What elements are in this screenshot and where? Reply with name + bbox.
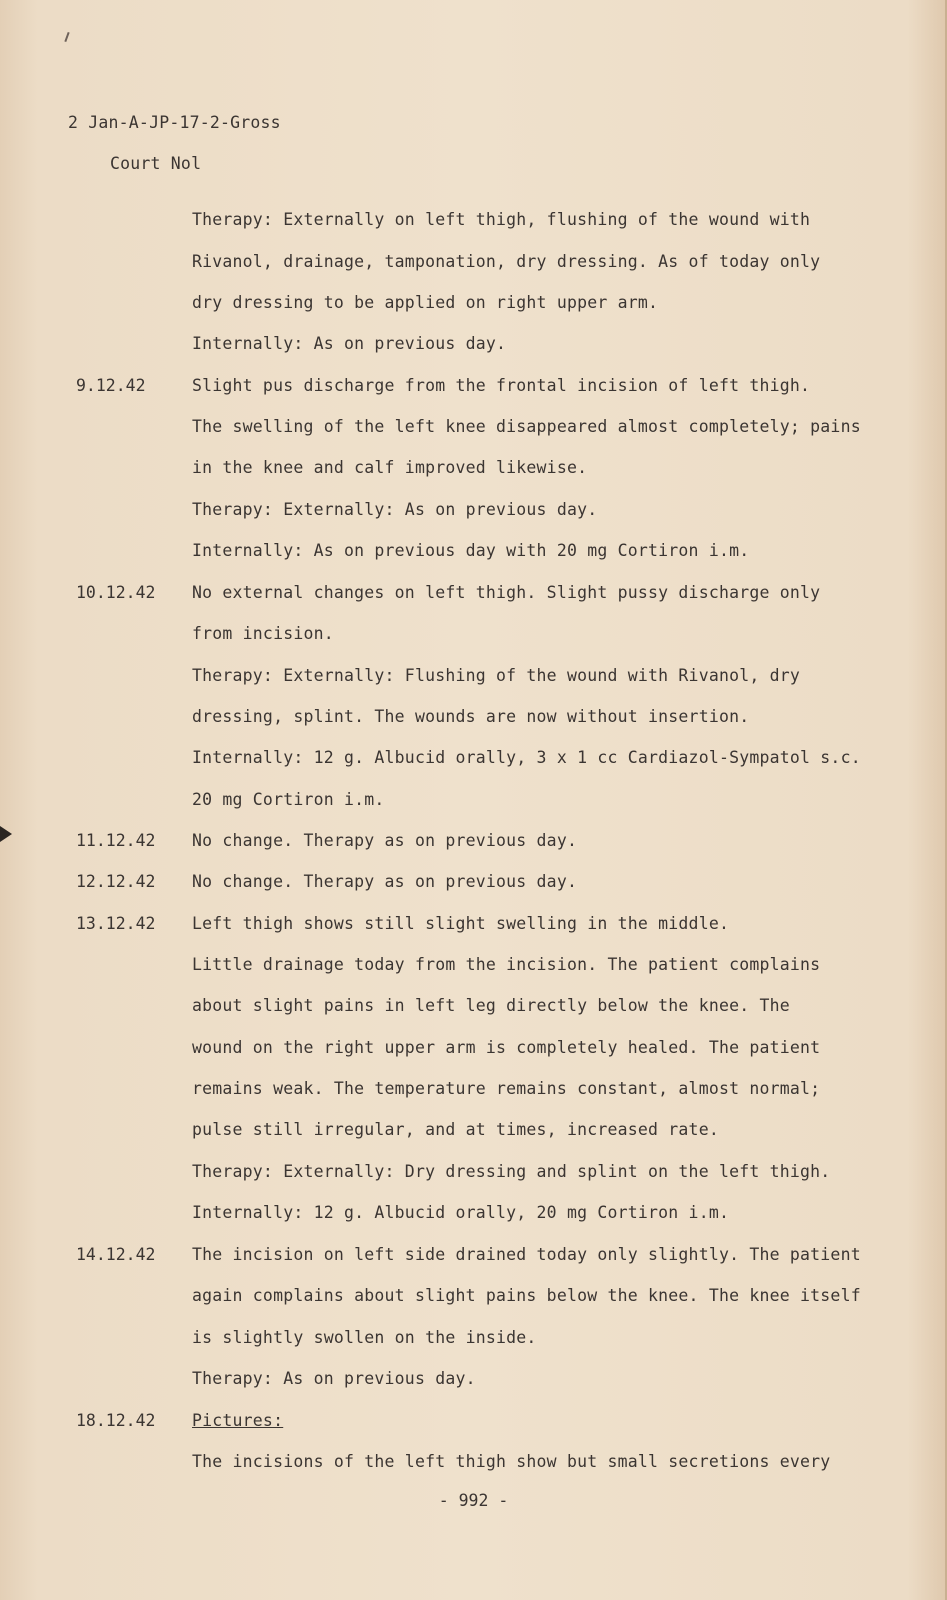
entry-line: Slight pus discharge from the frontal incision of left thigh. — [192, 376, 811, 395]
entry-date: 14.12.42 — [76, 1245, 156, 1264]
entry-line: The incision on left side drained today only slightly. The patient — [192, 1245, 861, 1264]
entry-line: is slightly swollen on the inside. — [192, 1328, 537, 1347]
entry-line: Rivanol, drainage, tamponation, dry dressing. As of today only — [192, 252, 821, 271]
entry-date: 12.12.42 — [76, 872, 156, 891]
entry-line: Little drainage today from the incision. The patient complains — [192, 955, 821, 974]
entry-line: Internally: As on previous day with 20 mg Cortiron i.m. — [192, 541, 750, 560]
entry-line: Therapy: Externally: Dry dressing and splint on the left thigh. — [192, 1162, 831, 1181]
entry-line: pulse still irregular, and at times, increased rate. — [192, 1120, 719, 1139]
entry-date: 10.12.42 — [76, 583, 156, 602]
entry-line: 20 mg Cortiron i.m. — [192, 790, 385, 809]
entry-line: Therapy: Externally: As on previous day. — [192, 500, 598, 519]
entry-line: again complains about slight pains below the knee. The knee itself — [192, 1286, 861, 1305]
entry-line: Internally: 12 g. Albucid orally, 20 mg Cortiron i.m. — [192, 1203, 730, 1222]
entry-line: The incisions of the left thigh show but small secretions every — [192, 1452, 831, 1471]
entry-line: No change. Therapy as on previous day. — [192, 831, 578, 850]
entry-line: Internally: 12 g. Albucid orally, 3 x 1 cc Cardiazol-Sympatol s.c. — [192, 748, 861, 767]
entry-date: 18.12.42 — [76, 1411, 156, 1430]
entry-line: dressing, splint. The wounds are now without insertion. — [192, 707, 750, 726]
entry-line: No change. Therapy as on previous day. — [192, 872, 578, 891]
page-number: - 992 - — [438, 1491, 509, 1510]
entry-line: wound on the right upper arm is completely healed. The patient — [192, 1038, 821, 1057]
entry-line: Therapy: As on previous day. — [192, 1369, 476, 1388]
entry-line: in the knee and calf improved likewise. — [192, 458, 588, 477]
entry-date: 13.12.42 — [76, 914, 156, 933]
pictures-heading: Pictures: — [192, 1411, 284, 1430]
paper-mark — [64, 32, 69, 42]
entry-line: Left thigh shows still slight swelling in the middle. — [192, 914, 730, 933]
entry-line: Therapy: Externally: Flushing of the wound with Rivanol, dry — [192, 666, 801, 685]
entry-date: 11.12.42 — [76, 831, 156, 850]
entry-line: No external changes on left thigh. Slight pussy discharge only — [192, 583, 821, 602]
document-header: 2 Jan-A-JP-17-2-Gross — [68, 113, 281, 132]
entry-line: Internally: As on previous day. — [192, 334, 507, 353]
entry-line: Therapy: Externally on left thigh, flushing of the wound with — [192, 210, 811, 229]
entry-line: The swelling of the left knee disappeared almost completely; pains — [192, 417, 861, 436]
entry-line: dry dressing to be applied on right upper arm. — [192, 293, 659, 312]
entry-line: remains weak. The temperature remains constant, almost normal; — [192, 1079, 821, 1098]
court-label: Court Nol — [110, 154, 202, 173]
entry-line: from incision. — [192, 624, 334, 643]
margin-arrow-mark — [0, 826, 12, 842]
entry-line: about slight pains in left leg directly below the knee. The — [192, 996, 790, 1015]
entry-date: 9.12.42 — [76, 376, 146, 395]
